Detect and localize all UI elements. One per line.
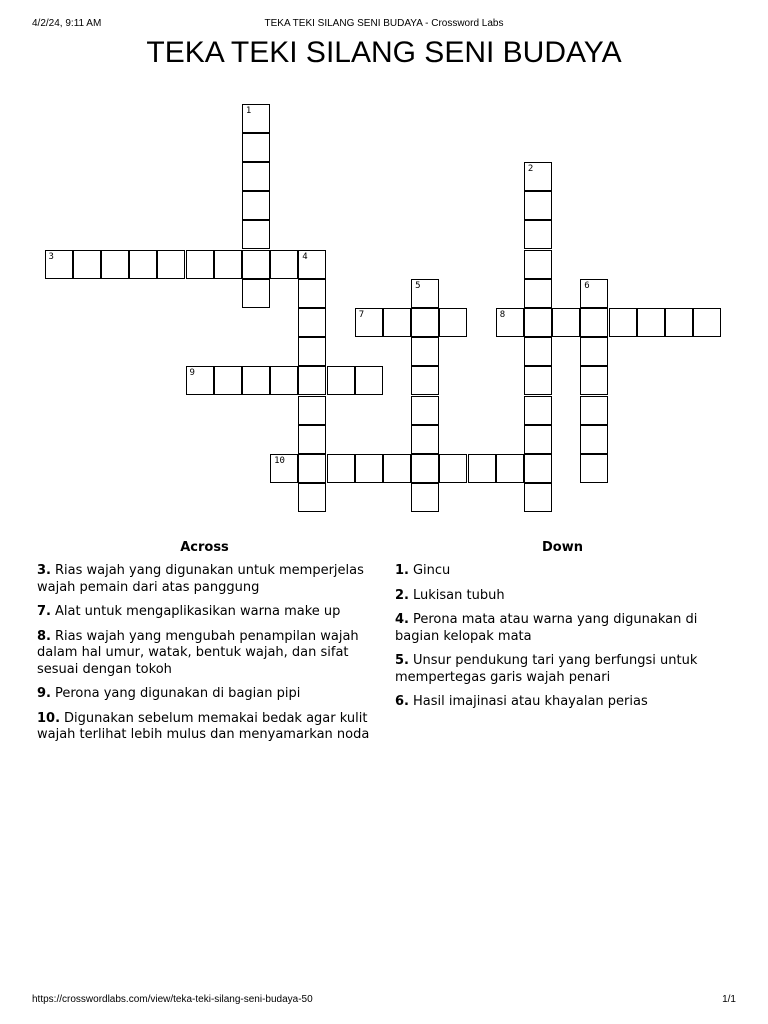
- crossword-cell: [242, 104, 270, 133]
- crossword-cell: [468, 454, 496, 483]
- crossword-cell: [411, 483, 439, 512]
- crossword-cell: [298, 337, 326, 366]
- clue-number: 7: [358, 309, 365, 320]
- crossword-cell: [693, 308, 721, 337]
- clue-number: 1: [245, 105, 252, 116]
- clue-number: 4: [302, 251, 308, 262]
- crossword-cell: [242, 279, 270, 308]
- crossword-cell: [411, 425, 439, 454]
- print-page-title: TEKA TEKI SILANG SENI BUDAYA - Crossword Labs: [264, 18, 504, 29]
- clue-across-10: 10. Digunakan sebelum memakai bedak agar kulit wajah terlihat lebih mulus dan menyamarkan noda: [37, 710, 370, 742]
- crossword-cell: [524, 396, 552, 425]
- crossword-cell: [101, 250, 129, 279]
- page-title: TEKA TEKI SILANG SENI BUDAYA: [146, 36, 622, 69]
- crossword-cell: [186, 366, 214, 395]
- crossword-cell: [298, 308, 326, 337]
- crossword-cell: [524, 191, 552, 220]
- crossword-cell: [637, 308, 665, 337]
- crossword-cell: [214, 250, 242, 279]
- crossword-cell: [524, 337, 552, 366]
- crossword-cell: [524, 483, 552, 512]
- crossword-cell: [73, 250, 101, 279]
- crossword-cell: [524, 425, 552, 454]
- down-clues: [395, 540, 735, 719]
- crossword-cell: [609, 308, 637, 337]
- crossword-cell: [242, 250, 270, 279]
- down-heading: Down: [542, 540, 583, 555]
- crossword-cell: [242, 191, 270, 220]
- clue-across-9: 9. Perona yang digunakan di bagian pipi: [37, 686, 301, 701]
- crossword-cell: [496, 454, 524, 483]
- crossword-cell: [580, 366, 608, 395]
- crossword-cell: [524, 308, 552, 337]
- crossword-cell: [270, 366, 298, 395]
- crossword-cell: [665, 308, 693, 337]
- crossword-cell: [411, 279, 439, 308]
- clue-across-3: 3. Rias wajah yang digunakan untuk memperjelas wajah pemain dari atas panggung: [37, 563, 364, 595]
- crossword-cell: [411, 454, 439, 483]
- crossword-cell: [270, 454, 298, 483]
- crossword-cell: [242, 220, 270, 249]
- crossword-cell: [580, 337, 608, 366]
- crossword-cell: [186, 250, 214, 279]
- crossword-cell: [411, 366, 439, 395]
- crossword-cell: [157, 250, 185, 279]
- crossword-cell: [214, 366, 242, 395]
- crossword-cell: [524, 220, 552, 249]
- crossword-cell: [580, 454, 608, 483]
- clue-number: 10: [274, 455, 285, 466]
- crossword-cell: [411, 308, 439, 337]
- crossword-cell: [298, 366, 326, 395]
- crossword-cell: [298, 279, 326, 308]
- clue-number: 9: [189, 368, 195, 379]
- crossword-cell: [242, 133, 270, 162]
- across-heading: Across: [180, 540, 229, 555]
- crossword-cell: [524, 454, 552, 483]
- crossword-cell: [242, 162, 270, 191]
- clue-number: 5: [415, 280, 421, 291]
- crossword-cell: [242, 366, 270, 395]
- crossword-cell: [355, 454, 383, 483]
- crossword-cell: [270, 250, 298, 279]
- crossword-cell: [439, 308, 467, 337]
- crossword-cell: [552, 308, 580, 337]
- crossword-cell: [496, 308, 524, 337]
- crossword-cell: [580, 425, 608, 454]
- across-clues: [37, 540, 377, 752]
- clue-down-2: 2. Lukisan tubuh: [395, 587, 505, 603]
- clue-down-1: 1. Gincu: [395, 563, 451, 578]
- clue-number: 8: [499, 309, 506, 320]
- crossword-cell: [439, 454, 467, 483]
- print-datetime: 4/2/24, 9:11 AM: [32, 18, 102, 29]
- crossword-cell: [327, 366, 355, 395]
- crossword-cell: [580, 279, 608, 308]
- crossword-cell: [298, 396, 326, 425]
- print-page-number: 1/1: [722, 994, 736, 1005]
- clue-number: 6: [584, 280, 590, 291]
- clue-number: 2: [527, 163, 534, 174]
- clue-down-6: 6. Hasil imajinasi atau khayalan perias: [395, 694, 648, 709]
- crossword-cell: [129, 250, 157, 279]
- clue-down-4: 4. Perona mata atau warna yang digunakan di bagian kelopak mata: [395, 612, 698, 644]
- crossword-cell: [383, 308, 411, 337]
- crossword-cell: [411, 396, 439, 425]
- clue-across-7: 7. Alat untuk mengaplikasikan warna make up: [37, 604, 341, 619]
- crossword-cell: [580, 396, 608, 425]
- crossword-cell: [355, 308, 383, 337]
- crossword-cell: [524, 250, 552, 279]
- crossword-cell: [298, 425, 326, 454]
- clue-across-8: 8. Rias wajah yang mengubah penampilan wajah dalam hal umur, watak, bentuk wajah, dan sifat sesuai dengan tokoh: [37, 628, 359, 677]
- crossword-cell: [298, 250, 326, 279]
- clue-down-5: 5. Unsur pendukung tari yang berfungsi untuk mempertegas garis wajah penari: [395, 653, 698, 685]
- crossword-cell: [355, 366, 383, 395]
- crossword-cell: [580, 308, 608, 337]
- print-url: https://crosswordlabs.com/view/teka-teki-silang-seni-budaya-50: [32, 994, 313, 1005]
- crossword-cell: [298, 454, 326, 483]
- crossword-cell: [327, 454, 355, 483]
- crossword-cell: [524, 162, 552, 191]
- crossword-cell: [524, 366, 552, 395]
- crossword-cell: [298, 483, 326, 512]
- crossword-cell: [411, 337, 439, 366]
- crossword-cell: [45, 250, 73, 279]
- crossword-cell: [524, 279, 552, 308]
- clue-number: 3: [48, 251, 54, 262]
- crossword-cell: [383, 454, 411, 483]
